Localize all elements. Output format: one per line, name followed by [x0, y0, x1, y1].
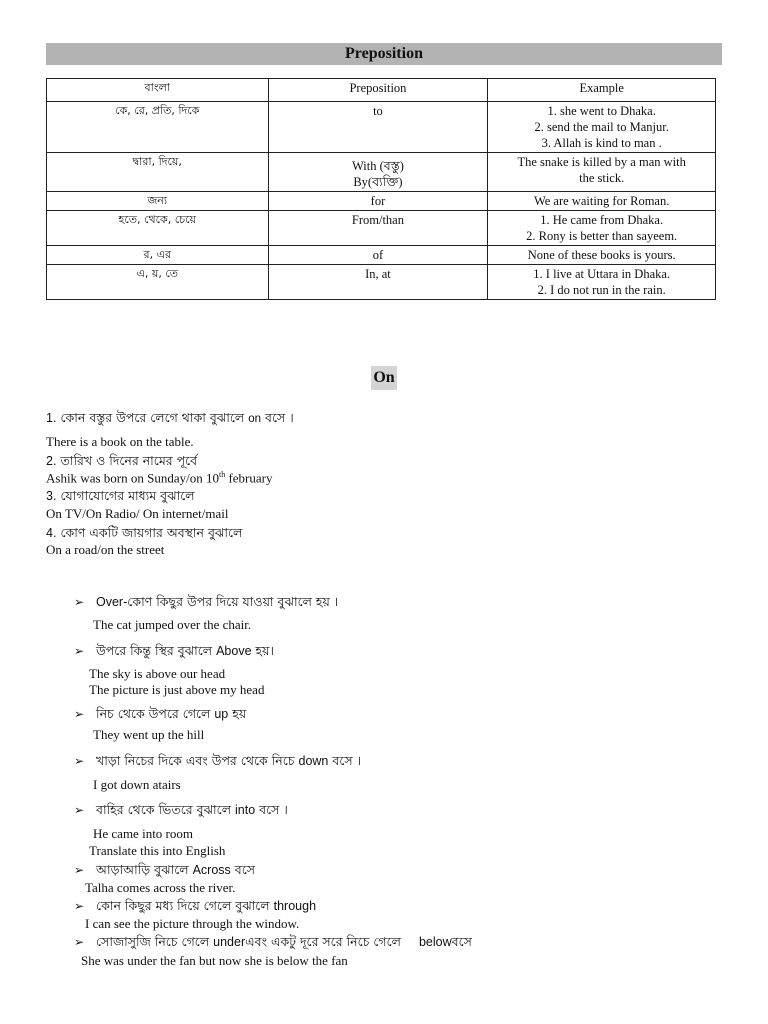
- example-line: 1. I live at Uttara in Dhaka.: [533, 267, 671, 281]
- arrow-bullet-icon: ➢: [74, 644, 85, 658]
- rule-number: 3.: [46, 489, 57, 503]
- cell-bangla: জন্য: [47, 192, 269, 211]
- arrow-bullet-icon: ➢: [74, 754, 85, 768]
- cell-example: [488, 246, 716, 265]
- on-example-4: On a road/on the street: [46, 542, 165, 557]
- arrow-bullet-icon: ➢: [74, 899, 85, 913]
- bullet-preposition: below: [418, 935, 452, 949]
- bullet-bangla-text: কোন কিছুর মধ্য দিয়ে গেলে বুঝালে: [96, 898, 270, 913]
- section-heading-on: On: [371, 366, 397, 390]
- example-line: 2. Rony is better than sayeem.: [526, 229, 678, 243]
- example-text: Ashik was born on Sunday/on 10: [46, 470, 219, 486]
- cell-bangla: দ্বারা, দিয়ে,: [47, 153, 269, 192]
- bullet-bangla-text: সোজাসুজি নিচে গেলে: [96, 934, 210, 949]
- prep-line: With (বস্তু): [352, 159, 404, 173]
- rule-number: 4.: [46, 526, 57, 540]
- on-example-2: [46, 470, 272, 486]
- bullet-example: Translate this into English: [89, 843, 226, 858]
- bullet-preposition: up: [214, 707, 229, 721]
- arrow-bullet-icon: ➢: [74, 595, 85, 609]
- ordinal-suffix: th: [218, 470, 226, 479]
- prep-line: for: [370, 194, 386, 208]
- cell-preposition: [268, 153, 488, 192]
- prep-line: to: [373, 104, 383, 118]
- cell-preposition: [268, 211, 488, 246]
- rule-bangla-text: তারিখ ও দিনের নামের পূর্বে: [60, 453, 198, 468]
- bullet-example: The sky is above our head: [89, 666, 226, 681]
- on-rule-1: [46, 409, 294, 430]
- bullet-example: I got down atairs: [93, 777, 181, 792]
- cell-bangla: হতে, থেকে, চেয়ে: [47, 211, 269, 246]
- bullet-example: She was under the fan but now she is below the fan: [81, 953, 348, 968]
- bullet-through: [74, 897, 316, 918]
- example-line: The snake is killed by a man with: [517, 155, 686, 169]
- rule-bangla-text: কোণ একটি জায়গার অবস্থান বুঝালে: [60, 525, 243, 540]
- rule-bangla-suffix: বসে ।: [265, 410, 294, 425]
- bullet-preposition: Across: [192, 863, 231, 877]
- table-header-row: [47, 79, 716, 102]
- rule-preposition: on: [248, 413, 262, 425]
- cell-preposition: [268, 102, 488, 153]
- bullet-bangla-suffix: হয়: [232, 706, 247, 721]
- bullet-bangla-suffix: বসে ।: [332, 753, 362, 768]
- cell-example: [488, 102, 716, 153]
- bullet-bangla-text: কোণ কিছুর উপর দিয়ে যাওয়া বুঝালে হয় ।: [127, 594, 339, 609]
- example-line: 1. she went to Dhaka.: [547, 104, 656, 118]
- example-line: 3. Allah is kind to man .: [541, 136, 662, 150]
- arrow-bullet-icon: ➢: [74, 803, 85, 817]
- bullet-bangla-text: উপরে কিন্তু স্থির বুঝালে: [96, 643, 213, 658]
- bullet-preposition: under: [213, 935, 246, 949]
- rule-bangla-text: যোগাযোগের মাধ্যম বুঝালে: [60, 488, 195, 503]
- table-row: [47, 192, 716, 211]
- bullet-bangla-text: আড়াআড়ি বুঝালে: [96, 862, 189, 877]
- cell-bangla: র, এর: [47, 246, 269, 265]
- bullet-example: They went up the hill: [93, 727, 205, 742]
- bullet-bangla-suffix: বসে ।: [259, 802, 288, 817]
- cell-example: [488, 211, 716, 246]
- bullet-bangla-text: এবং একটু দূরে সরে নিচে গেলে: [245, 934, 401, 949]
- on-example-3: On TV/On Radio/ On internet/mail: [46, 506, 229, 521]
- bullet-down: [74, 752, 361, 773]
- cell-preposition: [268, 246, 488, 265]
- table-row: [47, 265, 716, 300]
- example-line: We are waiting for Roman.: [533, 194, 670, 208]
- bullet-above: [74, 642, 274, 663]
- cell-example: [488, 192, 716, 211]
- prep-line: of: [372, 248, 384, 262]
- cell-example: [488, 153, 716, 192]
- column-header-example: Example: [488, 79, 716, 102]
- on-rule-3: [46, 487, 195, 508]
- rule-number: 2.: [46, 454, 57, 468]
- bullet-up: [74, 705, 246, 726]
- bullet-example: The picture is just above my head: [89, 682, 265, 697]
- cell-preposition: [268, 265, 488, 300]
- bullet-preposition: through: [273, 899, 317, 913]
- bullet-example: Talha comes across the river.: [85, 880, 236, 895]
- bullet-over: [74, 593, 338, 614]
- table-row: [47, 246, 716, 265]
- prep-line: From/than: [351, 213, 404, 227]
- bullet-preposition: down: [298, 754, 329, 768]
- arrow-bullet-icon: ➢: [74, 863, 85, 877]
- bullet-example: The cat jumped over the chair.: [93, 617, 252, 632]
- example-line: None of these books is yours.: [527, 248, 676, 262]
- prep-line: In, at: [365, 267, 391, 281]
- example-line: 1. He came from Dhaka.: [540, 213, 664, 227]
- cell-preposition: [268, 192, 488, 211]
- on-example-1: There is a book on the table.: [46, 434, 194, 449]
- prep-line: By(ব্যক্তি): [353, 175, 403, 189]
- table-row: [47, 102, 716, 153]
- bullet-bangla-text: খাড়া নিচের দিকে এবং উপর থেকে নিচে: [96, 753, 295, 768]
- cell-example: [488, 265, 716, 300]
- arrow-bullet-icon: ➢: [74, 707, 85, 721]
- rule-bangla-text: কোন বস্তুর উপরে লেগে থাকা বুঝালে: [60, 410, 245, 425]
- bullet-bangla-text: নিচ থেকে উপরে গেলে: [96, 706, 211, 721]
- cell-bangla: এ, য়, তে: [47, 265, 269, 300]
- rule-number: 1.: [46, 411, 57, 425]
- page-title: Preposition: [46, 43, 722, 65]
- cell-bangla: কে, রে, প্রতি, দিকে: [47, 102, 269, 153]
- example-text: february: [225, 470, 273, 486]
- bullet-bangla-suffix: হয়।: [255, 643, 274, 658]
- bullet-prefix: Over-: [96, 595, 128, 609]
- bullet-example: He came into room: [93, 826, 193, 841]
- bullet-bangla-suffix: বসে: [234, 862, 256, 877]
- bullet-preposition: into: [235, 803, 256, 817]
- bullet-bangla-text: বাহির থেকে ভিতরে বুঝালে: [96, 802, 232, 817]
- column-header-preposition: Preposition: [268, 79, 488, 102]
- bullet-preposition: Above: [216, 644, 252, 658]
- preposition-table: [46, 78, 716, 300]
- bullet-bangla-suffix: বসে: [451, 934, 472, 949]
- table-row: [47, 211, 716, 246]
- bullet-under-below: [74, 933, 472, 954]
- example-line: 2. I do not run in the rain.: [537, 283, 666, 297]
- arrow-bullet-icon: ➢: [74, 935, 85, 949]
- example-line: 2. send the mail to Manjur.: [534, 120, 669, 134]
- bullet-into: [74, 801, 288, 822]
- table-row: [47, 153, 716, 192]
- column-header-bangla: বাংলা: [47, 79, 269, 102]
- example-line: the stick.: [579, 171, 625, 185]
- bullet-example: I can see the picture through the window.: [85, 916, 300, 931]
- bullet-across: [74, 861, 255, 882]
